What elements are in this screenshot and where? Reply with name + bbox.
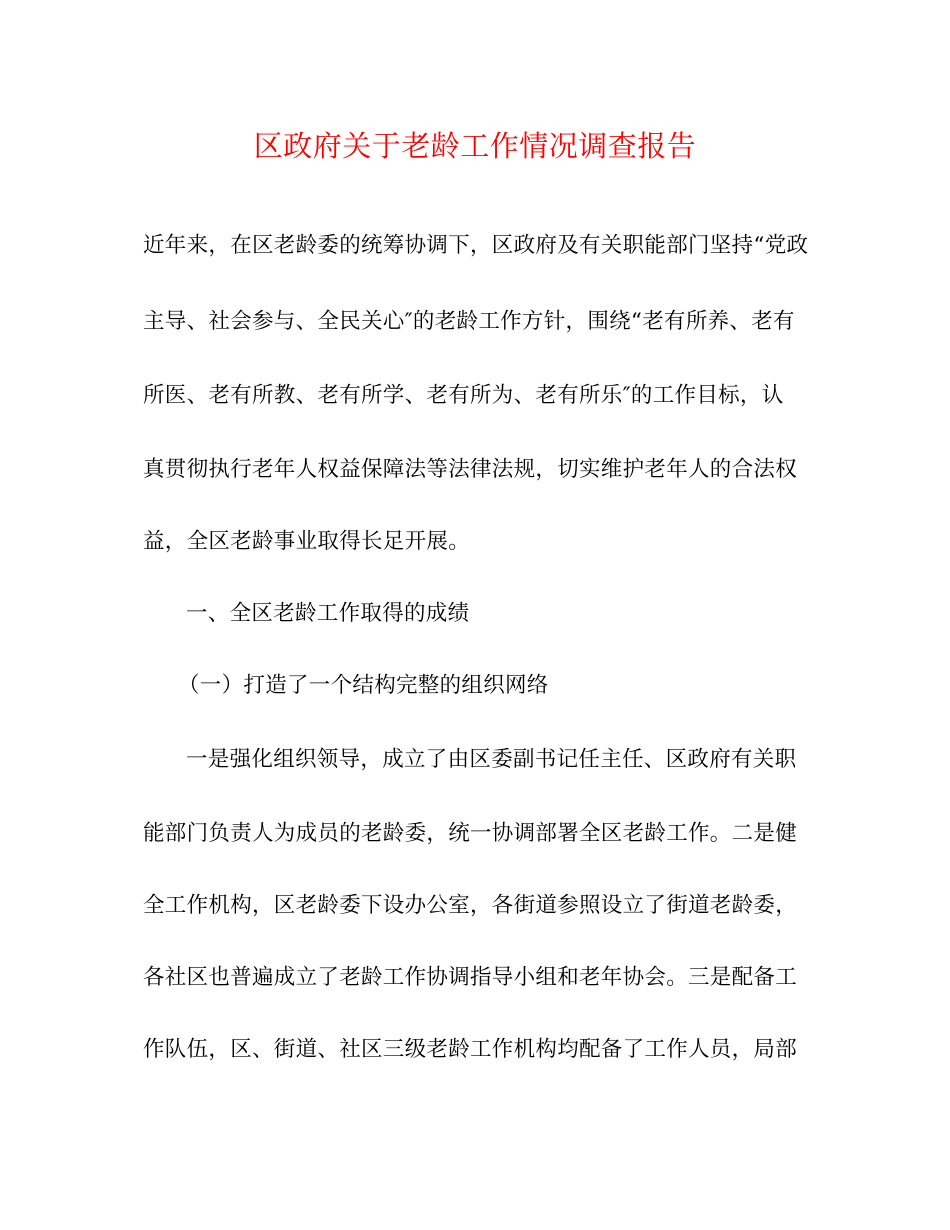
paragraph-line: 全工作机构，区老龄委下设办公室，各街道参照设立了街道老龄委，	[143, 893, 798, 918]
paragraph-line: 益，全区老龄事业取得长足开展。	[143, 529, 471, 554]
paragraph-line: 主导、社会参与、全民关心″的老龄工作方针，围绕“老有所养、老有	[143, 309, 795, 334]
document-title: 区政府关于老龄工作情况调查报告	[253, 129, 697, 163]
paragraph-line: 作队伍，区、街道、社区三级老龄工作机构均配备了工作人员，局部	[143, 1037, 798, 1062]
paragraph-line: 真贯彻执行老年人权益保障法等法律法规，切实维护老年人的合法权	[143, 457, 798, 482]
paragraph-line: 能部门负责人为成员的老龄委，统一协调部署全区老龄工作。二是健	[143, 821, 798, 846]
section-heading: 一、全区老龄工作取得的成绩	[186, 601, 470, 626]
subsection-heading: （一）打造了一个结构完整的组织网络	[178, 673, 549, 698]
paragraph-line: 近年来，在区老龄委的统筹协调下，区政府及有关职能部门坚持“党政	[143, 233, 809, 258]
paragraph-line: 所医、老有所教、老有所学、老有所为、老有所乐″的工作目标，认	[143, 383, 784, 408]
paragraph-line: 各社区也普遍成立了老龄工作协调指导小组和老年协会。三是配备工	[143, 965, 798, 990]
paragraph-line: 一是强化组织领导，成立了由区委副书记任主任、区政府有关职	[186, 747, 797, 772]
